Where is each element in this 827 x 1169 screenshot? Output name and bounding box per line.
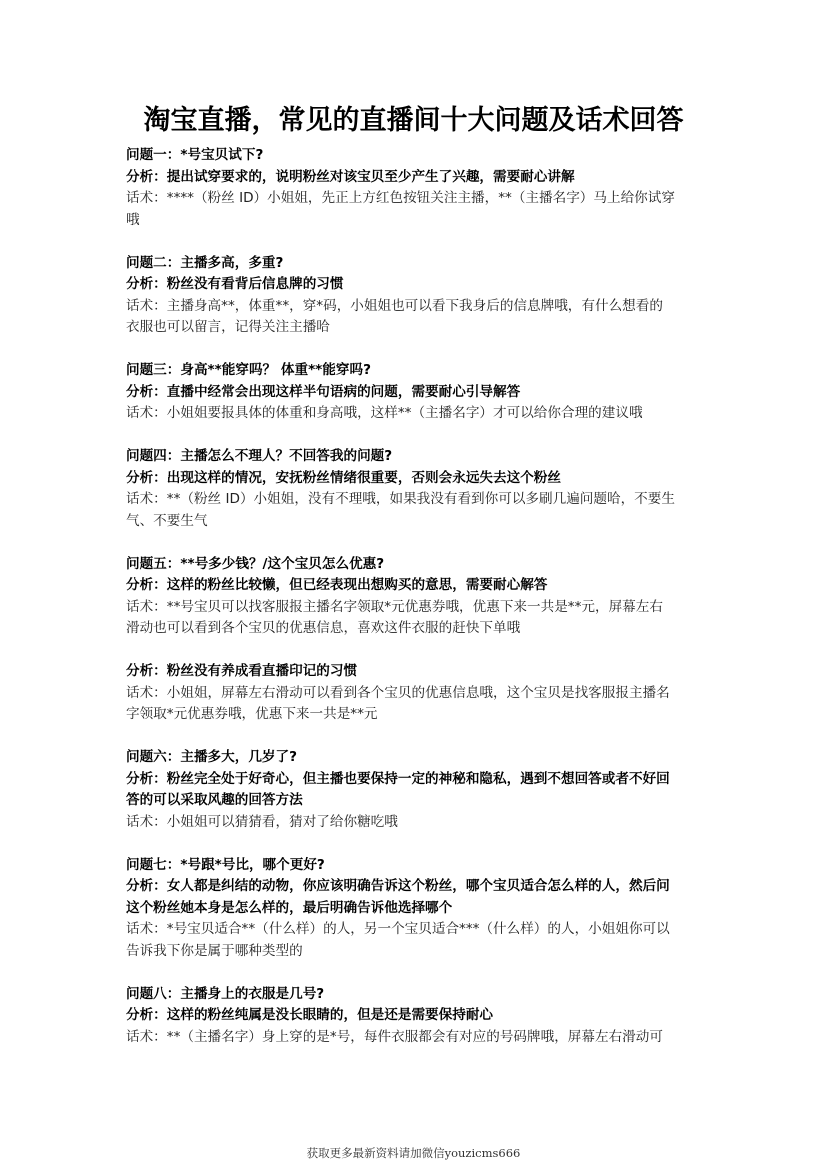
question: 问题六：主播多大，几岁了? bbox=[126, 749, 298, 765]
script: 话术：*号宝贝适合**（什么样）的人，另一个宝贝适合***（什么样）的人，小姐姐你可以 bbox=[126, 921, 670, 937]
script-continued: 哦 bbox=[126, 211, 140, 228]
question: 问题八：主播身上的衣服是几号? bbox=[126, 985, 325, 1002]
qa-section bbox=[126, 661, 706, 726]
analysis-continued: 这个粉丝她本身是怎么样的，最后明确告诉他选择哪个 bbox=[126, 899, 453, 916]
script-continued: 滑动也可以看到各个宝贝的优惠信息，喜欢这件衣服的赶快下单哦 bbox=[126, 620, 521, 636]
footer-note: 获取更多最新资料请加微信youzicms666 bbox=[306, 1146, 521, 1160]
question: 问题四：主播怎么不理人？不回答我的问题? bbox=[126, 448, 393, 464]
qa-section bbox=[126, 145, 706, 231]
qa-section bbox=[126, 855, 706, 963]
document-title: 淘宝直播，常见的直播间十大问题及话术回答 bbox=[143, 105, 684, 136]
analysis: 分析：这样的粉丝比较懒，但已经表现出想购买的意思，需要耐心解答 bbox=[126, 577, 548, 593]
script: 话术：****（粉丝 ID）小姐姐，先正上方红色按钮关注主播，**（主播名字）马上给你试穿 bbox=[126, 190, 675, 206]
question: 问题二：主播多高，多重? bbox=[126, 254, 284, 271]
script: 话术：**（粉丝 ID）小姐姐，没有不理哦，如果我没有看到你可以多刷几遍问题哈，不要生 bbox=[126, 491, 675, 507]
script: 话术：**号宝贝可以找客服报主播名字领取*元优惠券哦，优惠下来一共是**元，屏幕左右 bbox=[126, 598, 663, 615]
qa-section bbox=[126, 253, 706, 339]
analysis: 分析：女人都是纠结的动物，你应该明确告诉这个粉丝，哪个宝贝适合怎么样的人，然后问 bbox=[126, 878, 670, 894]
script: 话术：小姐姐要报具体的体重和身高哦，这样**（主播名字）才可以给你合理的建议哦 bbox=[126, 405, 643, 421]
analysis: 分析：粉丝没有看背后信息牌的习惯 bbox=[126, 276, 344, 292]
analysis: 分析：出现这样的情况，安抚粉丝情绪很重要，否则会永远失去这个粉丝 bbox=[126, 469, 561, 486]
qa-section bbox=[126, 360, 706, 425]
qa-section bbox=[126, 747, 706, 833]
analysis: 分析：粉丝没有养成看直播印记的习惯 bbox=[126, 663, 358, 679]
analysis: 分析：这样的粉丝纯属是没长眼睛的，但是还是需要保持耐心 bbox=[126, 1007, 494, 1023]
question: 问题三：身高**能穿吗？ 体重**能穿吗? bbox=[126, 362, 371, 378]
question: 问题一：*号宝贝试下? bbox=[126, 147, 264, 163]
analysis: 分析：直播中经常会出现这样半句语病的问题，需要耐心引导解答 bbox=[126, 383, 521, 400]
question: 问题五：**号多少钱？/这个宝贝怎么优惠? bbox=[126, 555, 385, 572]
qa-section bbox=[126, 984, 706, 1049]
script-continued: 告诉我下你是属于哪种类型的 bbox=[126, 942, 303, 959]
qa-section bbox=[126, 446, 706, 532]
analysis: 分析：粉丝完全处于好奇心，但主播也要保持一定的神秘和隐私，遇到不想回答或者不好回 bbox=[126, 770, 670, 787]
script: 话术：主播身高**，体重**，穿*码，小姐姐也可以看下我身后的信息牌哦，有什么想看的 bbox=[126, 297, 663, 314]
script: 话术：小姐姐可以猜猜看，猜对了给你糖吃哦 bbox=[126, 813, 398, 830]
script-continued: 衣服也可以留言，记得关注主播哈 bbox=[126, 319, 330, 335]
script-continued: 字领取*元优惠券哦，优惠下来一共是**元 bbox=[126, 706, 378, 722]
analysis-continued: 答的可以采取风趣的回答方法 bbox=[126, 792, 303, 808]
qa-section bbox=[126, 554, 706, 640]
analysis: 分析：提出试穿要求的，说明粉丝对该宝贝至少产生了兴趣，需要耐心讲解 bbox=[126, 168, 575, 185]
qa-content bbox=[126, 145, 706, 1048]
script-continued: 气、不要生气 bbox=[126, 512, 208, 529]
question: 问题七：*号跟*号比，哪个更好? bbox=[126, 856, 325, 873]
script: 话术：小姐姐，屏幕左右滑动可以看到各个宝贝的优惠信息哦，这个宝贝是找客服报主播名 bbox=[126, 684, 670, 701]
script: 话术：**（主播名字）身上穿的是*号，每件衣服都会有对应的号码牌哦，屏幕左右滑动可 bbox=[126, 1028, 663, 1045]
